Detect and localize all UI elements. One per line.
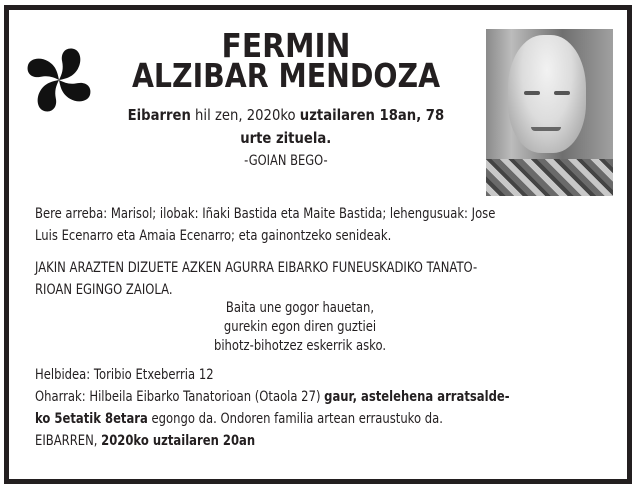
thanks-message: Baita une gogor hauetan, gurekin egon diren guztiei bihotz-bihotzez eskerrik asko. — [213, 300, 387, 354]
portrait-photo — [486, 29, 613, 196]
surnames: ALZIBAR MENDOZA — [131, 56, 441, 95]
death-date: uztailaren 18an, 78 — [299, 106, 445, 124]
death-place: Eibarren — [127, 106, 191, 124]
first-name: FERMIN — [221, 26, 351, 65]
death-text: hil zen, 2020ko — [190, 106, 300, 124]
family-list: Bere arreba: Marisol; ilobak: Iñaki Bastida eta Maite Bastida; lehengusuak: Jose Luis Ecenarro eta Amaia Ecenarro; eta gainontzeko senideak. — [35, 206, 496, 244]
signoff: EIBARREN, 2020ko uztailaren 20an — [35, 433, 256, 449]
farewell-announcement: JAKIN ARAZTEN DIZUETE AZKEN AGURRA EIBARKO FUNEUSKADIKO TANATO- RIOAN EGINGO ZAIOLA. — [35, 260, 478, 298]
death-age: urte zituela. — [240, 129, 332, 147]
death-statement — [98, 104, 474, 150]
goian-bego: -GOIAN BEGO- — [244, 153, 328, 169]
deceased-name — [104, 26, 468, 95]
lauburu-icon — [20, 41, 98, 119]
address: Helbidea: Toribio Etxeberria 12 — [35, 367, 214, 383]
notes: Oharrak: Hilbeila Eibarko Tanatorioan (Otaola 27) gaur, astelehena arratsalde- ko 5etatik 8etara egongo da. Ondoren familia artean erraustuko da. — [35, 389, 510, 427]
